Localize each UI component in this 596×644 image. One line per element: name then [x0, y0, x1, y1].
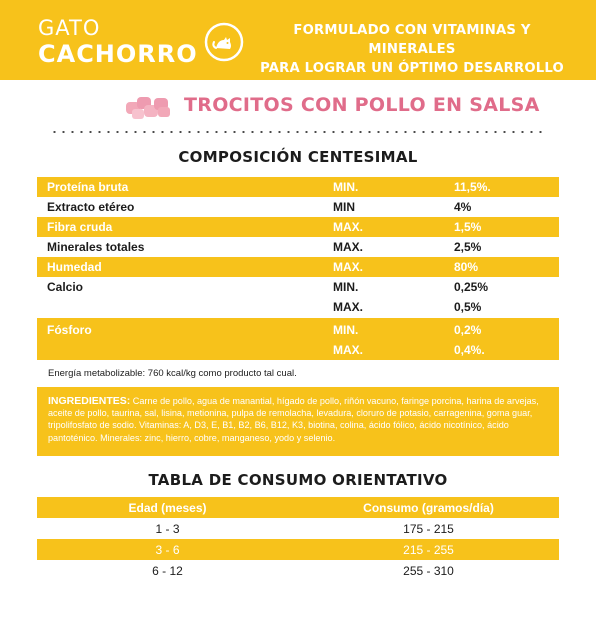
consumption-header-row: [37, 497, 559, 518]
composition-table: [37, 177, 559, 360]
age-cell: 3 - 6: [155, 543, 180, 557]
composition-row: [37, 340, 559, 360]
nutrient-value: 0,5%: [454, 300, 482, 314]
nutrient-name: Extracto etéreo: [47, 200, 135, 214]
ingredients-box: [37, 387, 559, 456]
nutrient-name: Calcio: [47, 280, 84, 294]
consumption-row: [37, 560, 559, 581]
product-title: TROCITOS CON POLLO EN SALSA: [184, 94, 540, 116]
nutrient-qualifier: MAX.: [333, 220, 363, 234]
composition-row: [37, 320, 559, 340]
chicken-chunks-icon: [122, 92, 174, 122]
header-band: [0, 0, 596, 80]
amount-column-header: Consumo (gramos/día): [363, 501, 494, 515]
nutrient-qualifier: MAX.: [333, 300, 363, 314]
nutrient-value: 2,5%: [454, 240, 482, 254]
nutrient-name: Humedad: [47, 260, 102, 274]
consumption-title: TABLA DE CONSUMO ORIENTATIVO: [148, 471, 448, 489]
nutrient-qualifier: MAX.: [333, 343, 363, 357]
category-stage: CACHORRO: [38, 40, 198, 68]
nutrient-name: Fibra cruda: [47, 220, 113, 234]
nutrient-qualifier: MAX.: [333, 260, 363, 274]
energy-note: Energía metabolizable: 760 kcal/kg como producto tal cual.: [48, 368, 297, 379]
category-label: [38, 16, 198, 68]
age-column-header: Edad (meses): [128, 501, 207, 515]
age-cell: 1 - 3: [155, 522, 180, 536]
amount-cell: 215 - 255: [403, 543, 454, 557]
tagline-line1: FORMULADO CON VITAMINAS Y MINERALES: [293, 23, 531, 57]
nutrient-name: Fósforo: [47, 323, 92, 337]
ingredients-text: [48, 395, 554, 444]
category-species: GATO: [38, 16, 101, 40]
composition-title: COMPOSICIÓN CENTESIMAL: [178, 148, 418, 166]
nutrient-name: Minerales totales: [47, 240, 145, 254]
nutrient-qualifier: MAX.: [333, 240, 363, 254]
composition-row: [37, 217, 559, 237]
composition-row: [37, 297, 559, 317]
nutrient-qualifier: MIN.: [333, 323, 359, 337]
nutrient-value: 1,5%: [454, 220, 482, 234]
nutrient-qualifier: MIN.: [333, 180, 359, 194]
nutrient-value: 11,5%.: [454, 180, 491, 194]
amount-cell: 175 - 215: [403, 522, 454, 536]
ingredients-list: Carne de pollo, agua de manantial, hígado de pollo, riñón vacuno, faringe porcina, harina de arvejas, aceite de pollo, taurina, sal, lisina, metionina, pulpa de remolacha, levadura, cloruro de potasio, carragenina, goma guar, tripolifosfato de sodio. Vitaminas: A, D3, E, B1, B2, B6, B12, K3, biotina, colina, ácido fólico, ácido nicotínico, ácido pantoténico. Minerales: zinc, hierro, cobre, manganeso, yodo y selenio.: [48, 396, 539, 443]
amount-cell: 255 - 310: [403, 564, 454, 578]
nutrient-value: 80%: [454, 260, 479, 274]
age-cell: 6 - 12: [152, 564, 183, 578]
composition-row: [37, 197, 559, 217]
nutrient-value: 0,2%: [454, 323, 482, 337]
consumption-row: [37, 518, 559, 539]
nutrient-value: 0,25%: [454, 280, 489, 294]
composition-row: [37, 177, 559, 197]
dotted-divider: [50, 131, 546, 133]
nutrient-qualifier: MIN.: [333, 280, 359, 294]
tagline: [252, 21, 572, 78]
nutrient-value: 4%: [454, 200, 472, 214]
nutrient-name: Proteína bruta: [47, 180, 129, 194]
kitten-circle-icon: [204, 22, 244, 62]
composition-row: [37, 237, 559, 257]
consumption-row: [37, 539, 559, 560]
nutrient-value: 0,4%.: [454, 343, 485, 357]
tagline-line2: PARA LOGRAR UN ÓPTIMO DESARROLLO: [260, 61, 564, 76]
nutrient-qualifier: MIN: [333, 200, 355, 214]
composition-row: [37, 277, 559, 297]
composition-row: [37, 257, 559, 277]
ingredients-label: INGREDIENTES:: [48, 395, 131, 407]
